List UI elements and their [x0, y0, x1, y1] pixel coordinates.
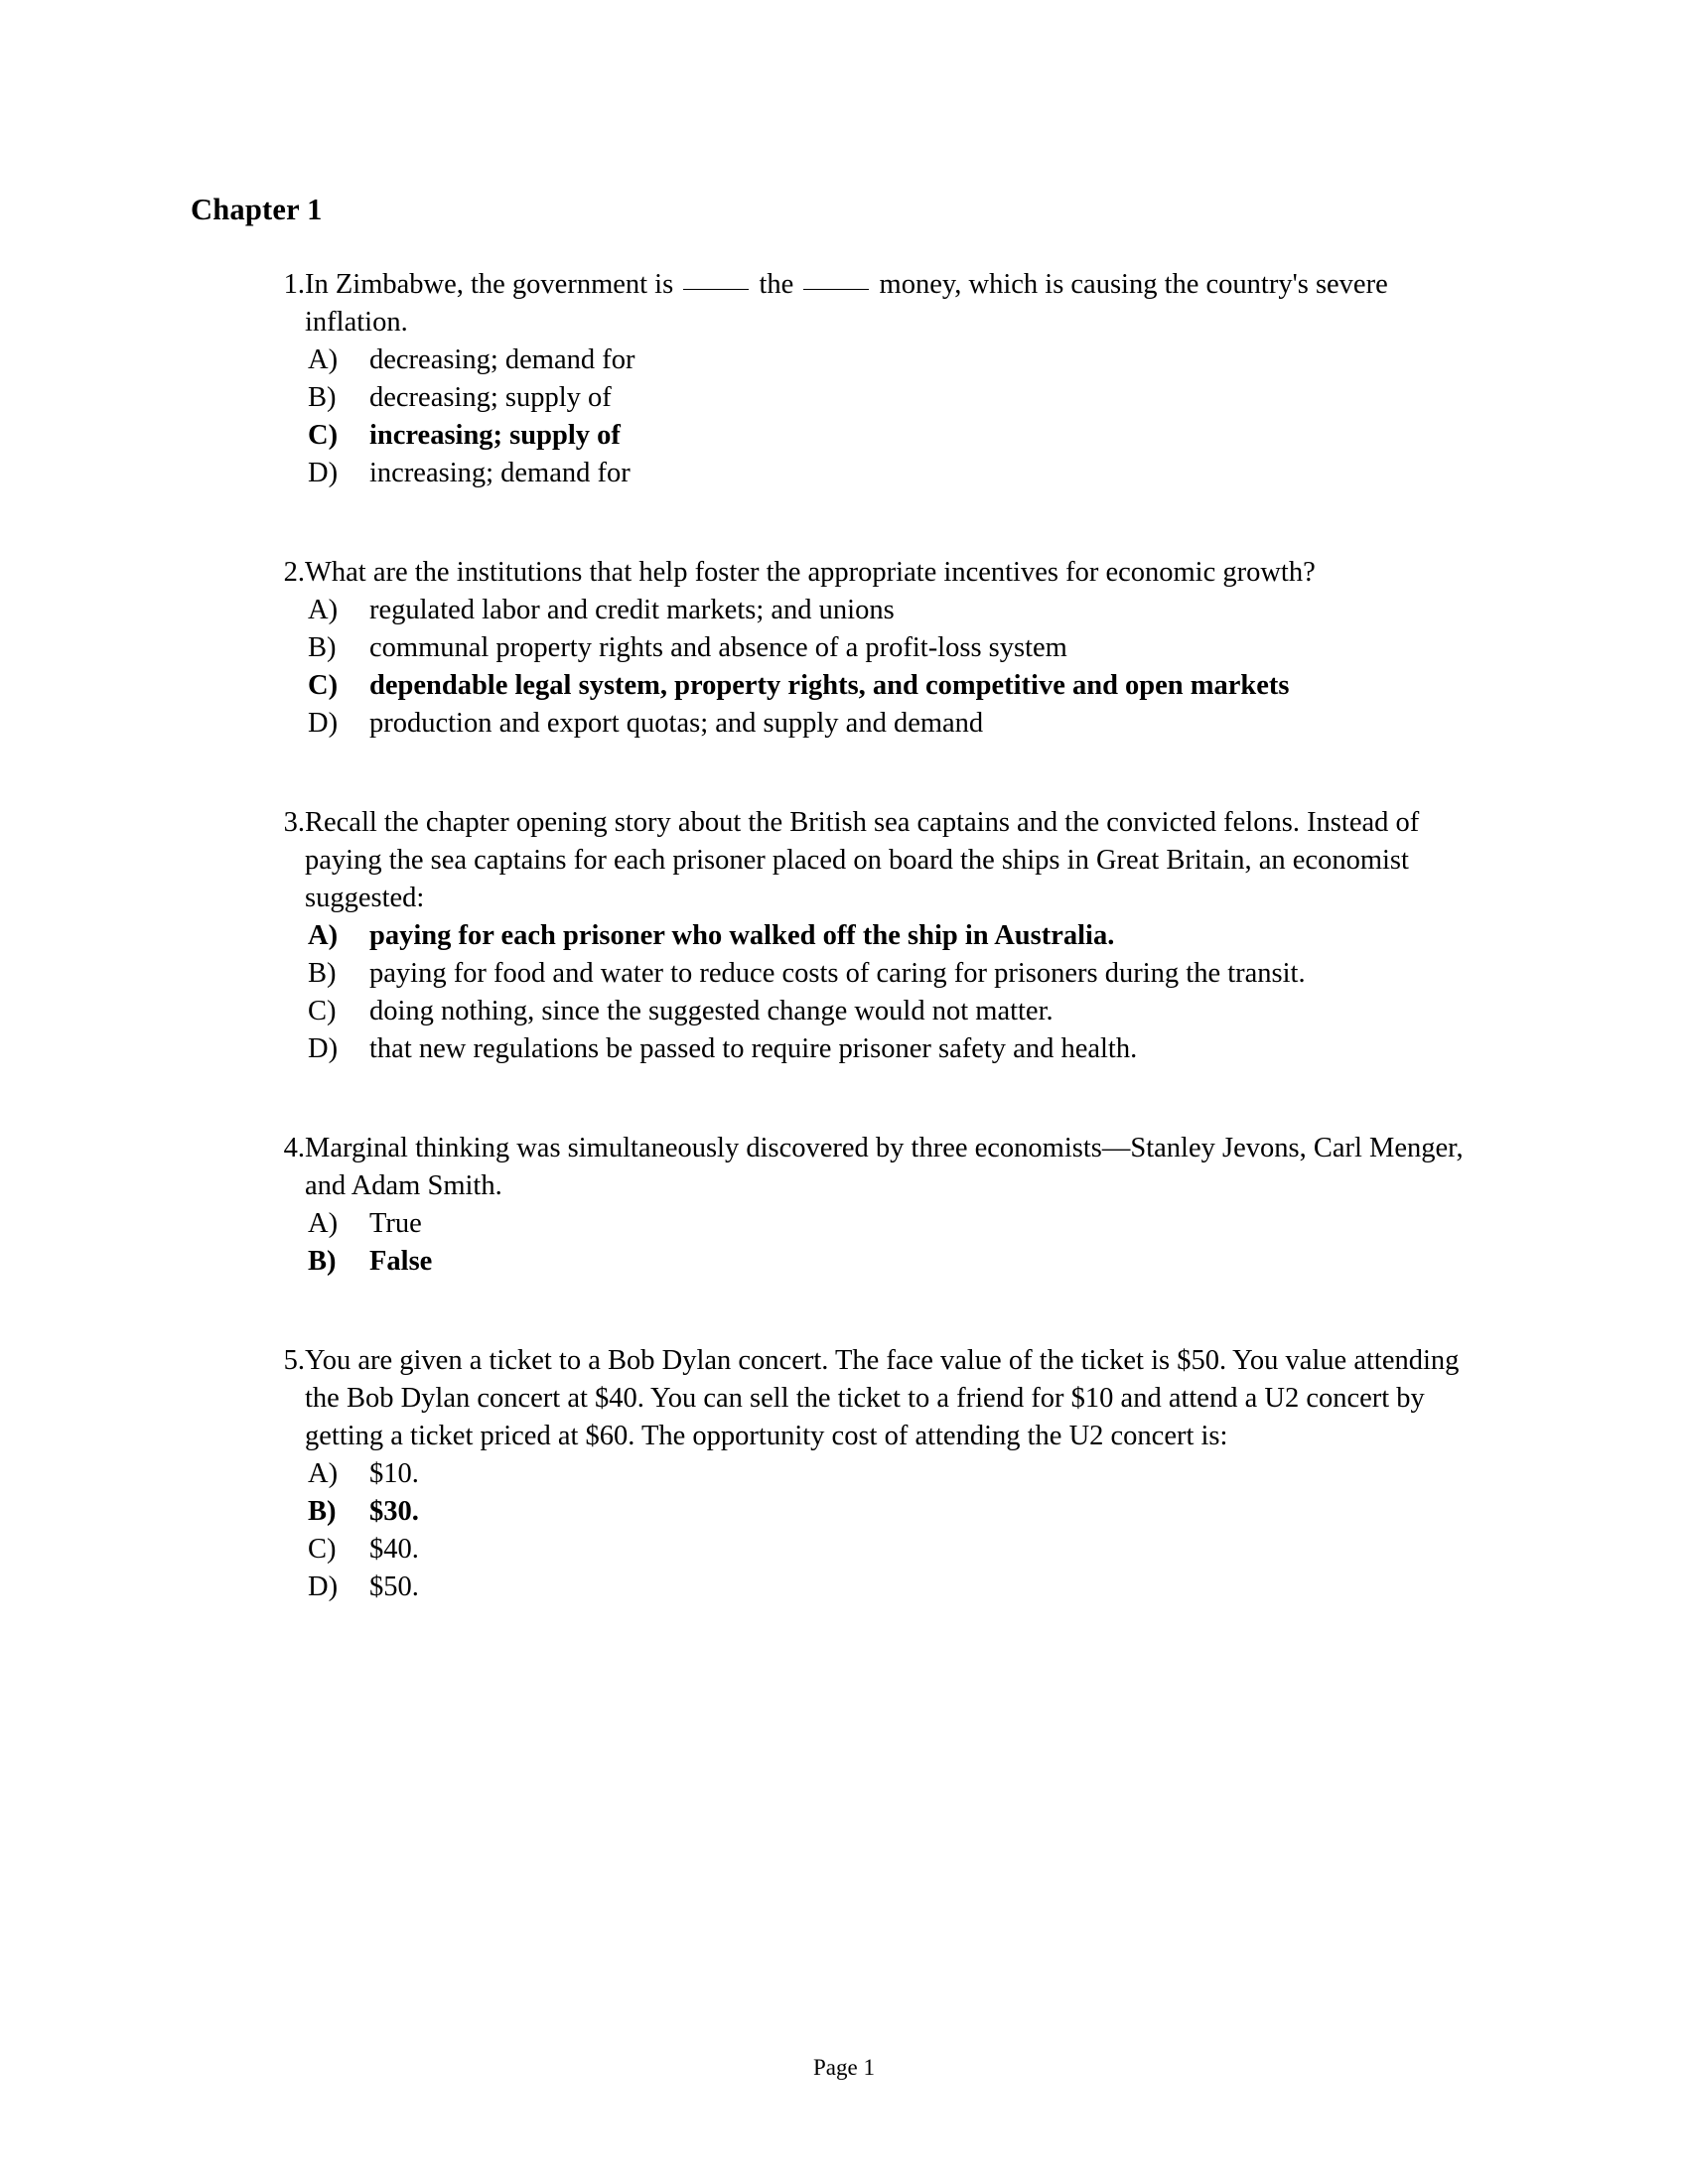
question-stem-row — [0, 804, 1688, 917]
answer-option[interactable] — [0, 667, 1688, 705]
question-number: 1. — [283, 269, 305, 300]
question-number: 2. — [283, 557, 305, 588]
answer-option-letter: A) — [308, 1208, 339, 1239]
question-list — [0, 266, 1688, 1668]
answer-option[interactable] — [0, 1531, 1688, 1569]
question-text-segment: money, which is causing the country's severe inflation. — [305, 269, 1388, 338]
answer-option[interactable] — [0, 917, 1688, 955]
page-title: Chapter 1 — [191, 193, 323, 226]
answer-option-letter: C) — [308, 420, 339, 451]
question-block — [0, 1130, 1688, 1342]
answer-option-letter: B) — [308, 1246, 337, 1277]
question-text-segment: the — [752, 269, 801, 300]
answer-option-text: $30. — [369, 1496, 419, 1527]
question-block — [0, 804, 1688, 1130]
answer-options — [0, 1455, 1688, 1606]
answer-option[interactable] — [0, 993, 1688, 1030]
question-spacer — [0, 492, 1688, 554]
answer-option-letter: D) — [308, 1033, 339, 1064]
answer-option-text: doing nothing, since the suggested change would not matter. — [369, 996, 1054, 1026]
question-text-segment: In Zimbabwe, the government is — [305, 269, 681, 300]
answer-option[interactable] — [0, 1205, 1688, 1243]
answer-option-text: True — [369, 1208, 422, 1239]
answer-option-text: that new regulations be passed to require prisoner safety and health. — [369, 1033, 1138, 1064]
answer-option-letter: C) — [308, 996, 337, 1026]
answer-option-letter: A) — [308, 920, 339, 951]
answer-option-text: decreasing; demand for — [369, 344, 635, 375]
question-spacer — [0, 1281, 1688, 1342]
answer-option-letter: D) — [308, 1571, 339, 1602]
question-block — [0, 1342, 1688, 1668]
answer-options — [0, 592, 1688, 743]
answer-options — [0, 1205, 1688, 1281]
question-text: Recall the chapter opening story about the British sea captains and the convicted felons. Instead of paying the sea captains for each prisoner placed on board the ships in Great Britain, an economist suggested: — [305, 807, 1420, 913]
question-number: 5. — [283, 1345, 305, 1376]
question-text: What are the institutions that help foster the appropriate incentives for economic growth? — [305, 557, 1316, 588]
page-footer: Page 1 — [813, 2055, 875, 2080]
question-spacer — [0, 743, 1688, 804]
answer-option-letter: D) — [308, 708, 339, 739]
answer-option-text: decreasing; supply of — [369, 382, 612, 413]
answer-option[interactable] — [0, 341, 1688, 379]
fill-in-blank — [803, 289, 869, 290]
question-stem-row — [0, 554, 1688, 592]
answer-option[interactable] — [0, 455, 1688, 492]
answer-option-text: paying for food and water to reduce costs of caring for prisoners during the transit. — [369, 958, 1306, 989]
answer-option[interactable] — [0, 592, 1688, 629]
answer-option-text: paying for each prisoner who walked off the ship in Australia. — [369, 920, 1115, 951]
question-block — [0, 554, 1688, 804]
answer-option-text: $40. — [369, 1534, 419, 1565]
answer-option-text: communal property rights and absence of a profit-loss system — [369, 632, 1067, 663]
answer-option-letter: D) — [308, 458, 339, 488]
answer-option-letter: B) — [308, 382, 337, 413]
answer-option-letter: A) — [308, 595, 339, 625]
answer-option-text: regulated labor and credit markets; and unions — [369, 595, 895, 625]
answer-option[interactable] — [0, 379, 1688, 417]
question-number: 4. — [283, 1133, 305, 1163]
question-block — [0, 266, 1688, 554]
answer-option-text: dependable legal system, property rights, and competitive and open markets — [369, 670, 1290, 701]
answer-option-letter: B) — [308, 632, 337, 663]
answer-option-letter: C) — [308, 670, 339, 701]
answer-option-letter: A) — [308, 344, 339, 375]
answer-option[interactable] — [0, 1455, 1688, 1493]
answer-option-letter: B) — [308, 1496, 337, 1527]
question-number: 3. — [283, 807, 305, 838]
answer-option-text: increasing; demand for — [369, 458, 631, 488]
answer-options — [0, 341, 1688, 492]
answer-option-letter: B) — [308, 958, 337, 989]
answer-option[interactable] — [0, 1493, 1688, 1531]
answer-option[interactable] — [0, 705, 1688, 743]
question-text — [305, 266, 1484, 341]
question-spacer — [0, 1606, 1688, 1668]
answer-option-letter: C) — [308, 1534, 337, 1565]
answer-option[interactable] — [0, 417, 1688, 455]
answer-option[interactable] — [0, 629, 1688, 667]
answer-option-text: production and export quotas; and supply and demand — [369, 708, 984, 739]
question-text: You are given a ticket to a Bob Dylan concert. The face value of the ticket is $50. You value attending the Bob Dylan concert at $40. You can sell the ticket to a friend for $10 and attend a U2 concert by getting a ticket priced at $60. The opportunity cost of attending the U2 concert is: — [305, 1345, 1460, 1451]
question-spacer — [0, 1068, 1688, 1130]
answer-option[interactable] — [0, 1569, 1688, 1606]
question-text: Marginal thinking was simultaneously discovered by three economists—Stanley Jevons, Carl Menger, and Adam Smith. — [305, 1133, 1464, 1201]
question-stem-row — [0, 266, 1688, 341]
answer-option-text: $10. — [369, 1458, 419, 1489]
answer-option-text: False — [369, 1246, 433, 1277]
fill-in-blank — [683, 289, 749, 290]
answer-options — [0, 917, 1688, 1068]
question-stem-row — [0, 1130, 1688, 1205]
question-stem-row — [0, 1342, 1688, 1455]
answer-option[interactable] — [0, 955, 1688, 993]
answer-option[interactable] — [0, 1243, 1688, 1281]
answer-option-letter: A) — [308, 1458, 339, 1489]
answer-option-text: increasing; supply of — [369, 420, 621, 451]
answer-option-text: $50. — [369, 1571, 419, 1602]
answer-option[interactable] — [0, 1030, 1688, 1068]
